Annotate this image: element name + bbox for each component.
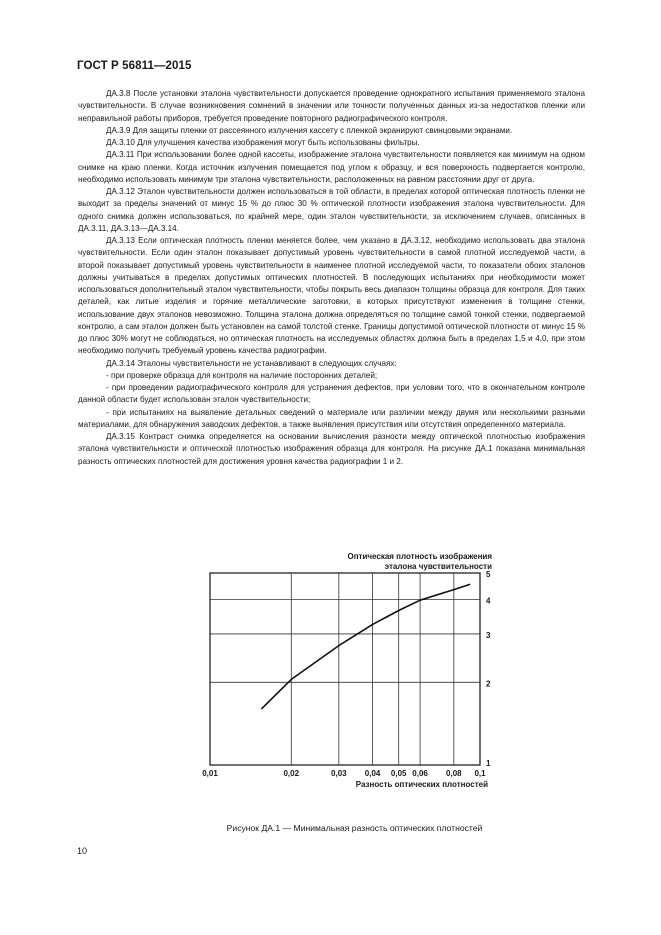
y-tick-label: 4	[486, 596, 491, 606]
list-item: - при испытаниях на выявление детальных сведений о материале или различии между двумя или несколькими разными материалами, для обнаружения заводских дефектов, а также выявления присутствия или отсутствия определенного материала.	[78, 407, 585, 429]
x-tick-label: 0,08	[446, 769, 462, 778]
page-number: 10	[77, 846, 88, 856]
chart-svg	[190, 548, 510, 793]
paragraph: ДА.3.8 После установки эталона чувствительности допускается проведение однократного испытания применяемого эталона чувствительности. В случае возникновения сомнений в значении или точности полученных данных из-за недостатков пленки или неправильной работы приборов, требуется проведение повторного радиографического контроля.	[78, 89, 585, 123]
x-tick-label: 0,1	[474, 769, 486, 778]
x-tick-label: 0,02	[283, 769, 300, 778]
x-tick-label: 0,01	[202, 769, 218, 778]
paragraph: ДА.3.10 Для улучшения качества изображения могут быть использованы фильтры.	[106, 138, 420, 147]
y-tick-label: 5	[486, 570, 491, 579]
plot-frame	[210, 573, 480, 765]
y-axis-title: Оптическая плотность изображения	[347, 552, 492, 561]
series-line	[261, 584, 470, 709]
list-item: - при проверке образца для контроля на наличие посторонних деталей;	[106, 370, 378, 380]
document-header: ГОСТ Р 56811—2015	[77, 60, 192, 72]
figure-caption: Рисунок ДА.1 — Минимальная разность оптических плотностей	[226, 823, 483, 833]
x-tick-label: 0,06	[412, 769, 428, 778]
paragraph: ДА.3.11 При использовании более одной кассеты, изображение эталона чувствительности появляется как минимум на одном снимке на краю пленки. Когда источник излучения помещается под углом к образцу, и вся поверхность подвергается контролю, необходимо использовать минимум три эталона чувствительности, расположенных на равном расстоянии друг от друга.	[78, 150, 585, 184]
x-tick-label: 0,05	[390, 769, 407, 778]
document-body	[78, 88, 585, 468]
paragraph: ДА.3.15 Контраст снимка определяется на основании вычисления разности между оптической плотностью изображения эталона чувствительности и оптической плотностью изображения образца для контроля. На рисунке ДА.1 показана минимальная разность оптических плотностей для достижения уровня качества радиографии 1 и 2.	[78, 432, 585, 466]
y-axis-title: эталона чувствительности	[384, 562, 492, 571]
figure-chart	[190, 548, 510, 793]
y-tick-label: 1	[486, 759, 491, 768]
x-axis-title: Разность оптических плотностей	[355, 780, 488, 789]
paragraph: ДА.3.12 Эталон чувствительности должен использоваться в той области, в пределах которой оптическая плотность пленки не выходит за пределы значений от минус 15 % до плюс 30 % оптической плотности изображения эталона чувствительности. Для одного снимка должен использоваться, по крайней мере, один эталон чувствительности, за исключением случаев, описанных в ДА.3.11, ДА.3.13—ДА.3.14.	[78, 187, 585, 233]
paragraph: ДА.3.9 Для защиты пленки от рассеянного излучения кассету с пленкой экранируют свинцовыми экранами.	[106, 125, 513, 135]
y-tick-label: 2	[486, 679, 491, 689]
y-tick-label: 3	[486, 630, 491, 640]
paragraph: ДА.3.14 Эталоны чувствительности не устанавливают в следующих случаях:	[106, 358, 397, 368]
x-tick-label: 0,03	[331, 769, 347, 778]
x-tick-label: 0,04	[364, 769, 381, 778]
list-item: - при проведении радиографического контроля для устранения дефектов, при условии того, что в окончательном контроле данной области будет использован эталон чувствительности;	[78, 383, 585, 405]
paragraph: ДА.3.13 Если оптическая плотность пленки меняется более, чем указано в ДА.3.12, необходимо использовать два эталона чувствительности. Если один эталон показывает допустимый уровень чувствительности в самой плотной исследуемой части, а второй показывает допустимый уровень чувствительности в наименее плотной исследуемой части, то показатели обоих эталонов должны учитываться в пределах допустимых оптических плотностей. В последующих испытаниях при необходимости может использоваться дополнительный эталон чувствительности, чтобы покрыть весь диапазон толщины образца для контроля. Для таких деталей, как литые изделия и горячие металлические заготовки, в которых присутствуют изменения в толщине стенки, использование двух эталонов невозможно. Толщина эталона должна определяться по толщине самой тонкой стенки, подвергаемой контролю, а сам эталон должен быть установлен на самой толстой стенке. Границы допустимой оптической плотности от минус 15 % до плюс 30% могут не соблюдаться, но оптическая плотность на исследуемых областях должна быть в пределах 1,5 и 4,0, при этом необходимо получить требуемый уровень качества радиографии.	[78, 236, 585, 356]
